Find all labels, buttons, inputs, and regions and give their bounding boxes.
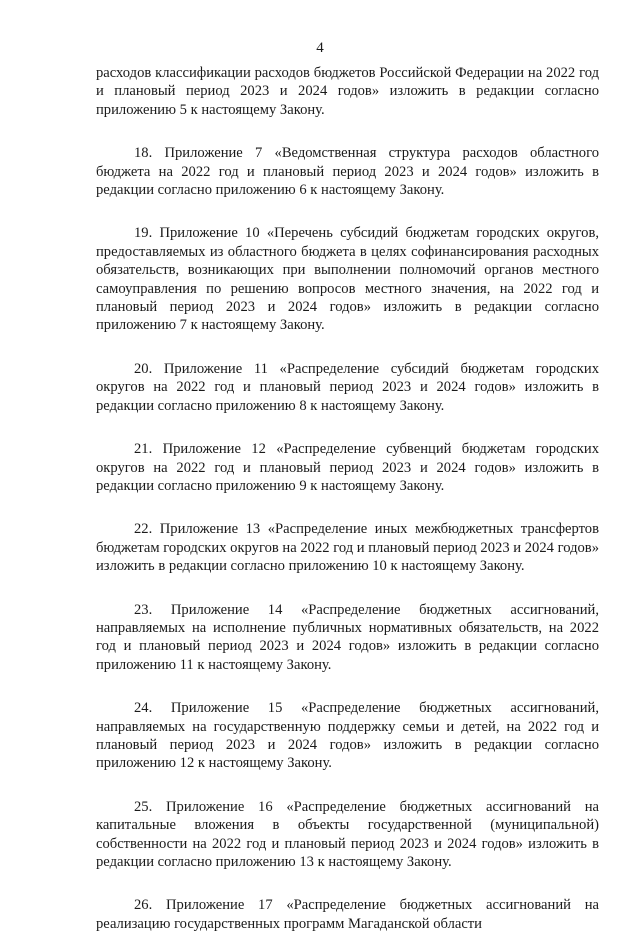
paragraph-item-21: 21. Приложение 12 «Распределение субвенций бюджетам городских округов на 2022 год и плановый период 2023 и 2024 годов» изложить в редакции согласно приложению 9 к настоящему Закону. <box>96 441 599 494</box>
page-number: 4 <box>316 40 324 56</box>
paragraph-item-26: 26. Приложение 17 «Распределение бюджетных ассигнований на реализацию государственных программ Магаданской области <box>96 897 599 932</box>
paragraph-item-22: 22. Приложение 13 «Распределение иных межбюджетных трансфертов бюджетам городских округов на 2022 год и плановый период 2023 и 2024 годов» изложить в редакции согласно приложению 10 к настоящему Закону. <box>96 521 599 575</box>
document-body <box>96 64 599 933</box>
paragraph-item-25: 25. Приложение 16 «Распределение бюджетных ассигнований на капитальные вложения в объекты государственной (муниципальной) собственности на 2022 год и плановый период 2023 и 2024 годов» изложить в редакции согласно приложению 13 к настоящему Закону. <box>96 798 599 870</box>
paragraph-item-19: 19. Приложение 10 «Перечень субсидий бюджетам городских округов, предоставляемых из областного бюджета в целях софинансирования расходных обязательств, возникающих при выполнении полномочий органов местного самоуправления по решению вопросов местного значения, на 2022 год и плановый период 2023 и 2024 годов» изложить в редакции согласно приложению 7 к настоящему Закону. <box>96 225 599 334</box>
paragraph-item-24: 24. Приложение 15 «Распределение бюджетных ассигнований, направляемых на государственную поддержку семьи и детей, на 2022 год и плановый период 2023 и 2024 годов» изложить в редакции согласно приложению 12 к настоящему Закону. <box>96 700 599 772</box>
paragraph-item-20: 20. Приложение 11 «Распределение субсидий бюджетам городских округов на 2022 год и плановый период 2023 и 2024 годов» изложить в редакции согласно приложению 8 к настоящему Закону. <box>96 360 599 414</box>
paragraph-item-23: 23. Приложение 14 «Распределение бюджетных ассигнований, направляемых на исполнение публичных нормативных обязательств, на 2022 год и плановый период 2023 и 2024 годов» изложить в редакции согласно приложению 11 к настоящему Закону. <box>96 601 599 673</box>
paragraph-item-18: 18. Приложение 7 «Ведомственная структура расходов областного бюджета на 2022 год и плановый период 2023 и 2024 годов» изложить в редакции согласно приложению 6 к настоящему Закону. <box>96 145 599 199</box>
paragraph-continuation: расходов классификации расходов бюджетов Российской Федерации на 2022 год и плановый период 2023 и 2024 годов» изложить в редакции согласно приложению 5 к настоящему Закону. <box>96 65 599 118</box>
